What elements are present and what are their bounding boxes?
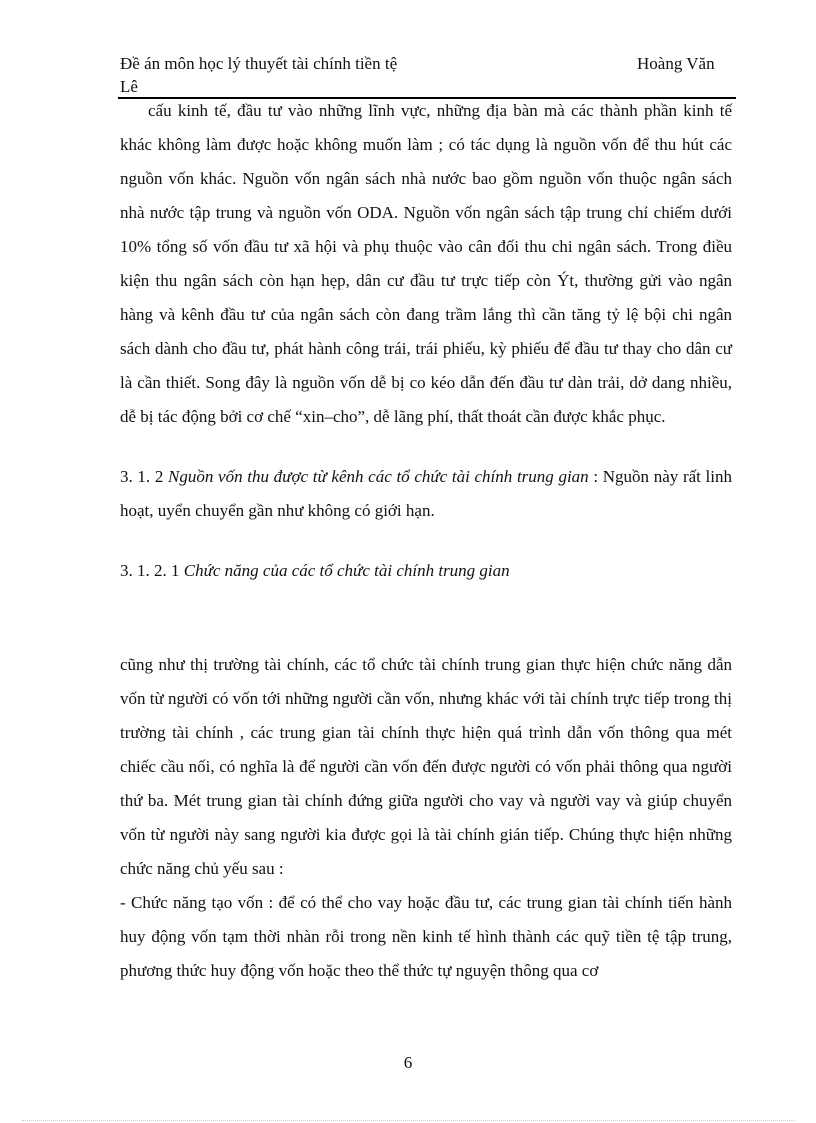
- section-heading-3-1-2-1: [120, 554, 732, 588]
- section-title: Chức năng của các tổ chức tài chính trung gian: [183, 561, 510, 580]
- page-number: 6: [403, 1053, 413, 1072]
- header-author-name-continued: Lê: [120, 77, 138, 96]
- body-paragraph: - Chức năng tạo vốn : để có thể cho vay hoặc đầu tư, các trung gian tài chính tiến hành huy động vốn tạm thời nhàn rỗi trong nền kinh tế hình thành các quỹ tiền tệ tập trung, phương thức huy động vốn hoặc theo thể thức tự nguyện thông qua cơ: [120, 893, 732, 980]
- spacer: [120, 588, 732, 648]
- section-title: Nguồn vốn thu được từ kênh các tổ chức tài chính trung gian: [168, 467, 594, 486]
- spacer: [120, 434, 732, 460]
- document-body: [120, 94, 732, 988]
- header-document-title: Đề án môn học lý thuyết tài chính tiền tệ: [120, 54, 398, 73]
- section-text: : Nguồn này rất linh hoạt, uyển chuyển gần như không có giới hạn.: [120, 467, 733, 520]
- section-number: 3. 1. 2. 1: [120, 561, 184, 580]
- section-number: 3. 1. 2: [120, 467, 169, 486]
- header-author-name: Hoàng Văn: [637, 54, 715, 73]
- body-paragraph: cũng như thị trường tài chính, các tổ chức tài chính trung gian thực hiện chức năng dẫn vốn từ người có vốn tới những người cần vốn, nhưng khác với tài chính trực tiếp trong thị trường tài chính , các trung gian tài chính thực hiện quá trình dẫn vốn thông qua mét chiếc cầu nối, có nghĩa là để người cần vốn đến được người có vốn phải thông qua người thứ ba. Mét trung gian tài chính đứng giữa người cho vay và người vay và giúp chuyển vốn từ người này sang người kia được gọi là tài chính gián tiếp. Chúng thực hiện những chức năng chủ yếu sau :: [120, 655, 732, 878]
- section-heading-3-1-2: [120, 460, 732, 528]
- page-bottom-border: [22, 1120, 794, 1121]
- body-paragraph: cấu kinh tế, đầu tư vào những lĩnh vực, những địa bàn mà các thành phần kinh tế khác không làm được hoặc không muốn làm ; có tác dụng là nguồn vốn để thu hút các nguồn vốn khác. Nguồn vốn ngân sách nhà nước bao gồm nguồn vốn thuộc ngân sách nhà nước tập trung và nguồn vốn ODA. Nguồn vốn ngân sách tập trung chỉ chiếm dưới 10% tổng số vốn đầu tư xã hội và phụ thuộc vào cân đối thu chi ngân sách. Trong điều kiện thu ngân sách còn hạn hẹp, dân cư đầu tư trực tiếp còn Ýt, thường gửi vào ngân hàng và kênh đầu tư của ngân sách còn đang trầm lắng thì cần tăng tỷ lệ bội chi ngân sách dành cho đầu tư, phát hành công trái, trái phiếu, kỳ phiếu để đầu tư thay cho dân cư là cần thiết. Song đây là nguồn vốn dễ bị co kéo dẫn đến đầu tư dàn trải, dở dang nhiều, dễ bị tác động bởi cơ chế “xin–cho”, dễ lãng phí, thất thoát cần được khắc phục.: [120, 101, 732, 426]
- spacer: [120, 528, 732, 554]
